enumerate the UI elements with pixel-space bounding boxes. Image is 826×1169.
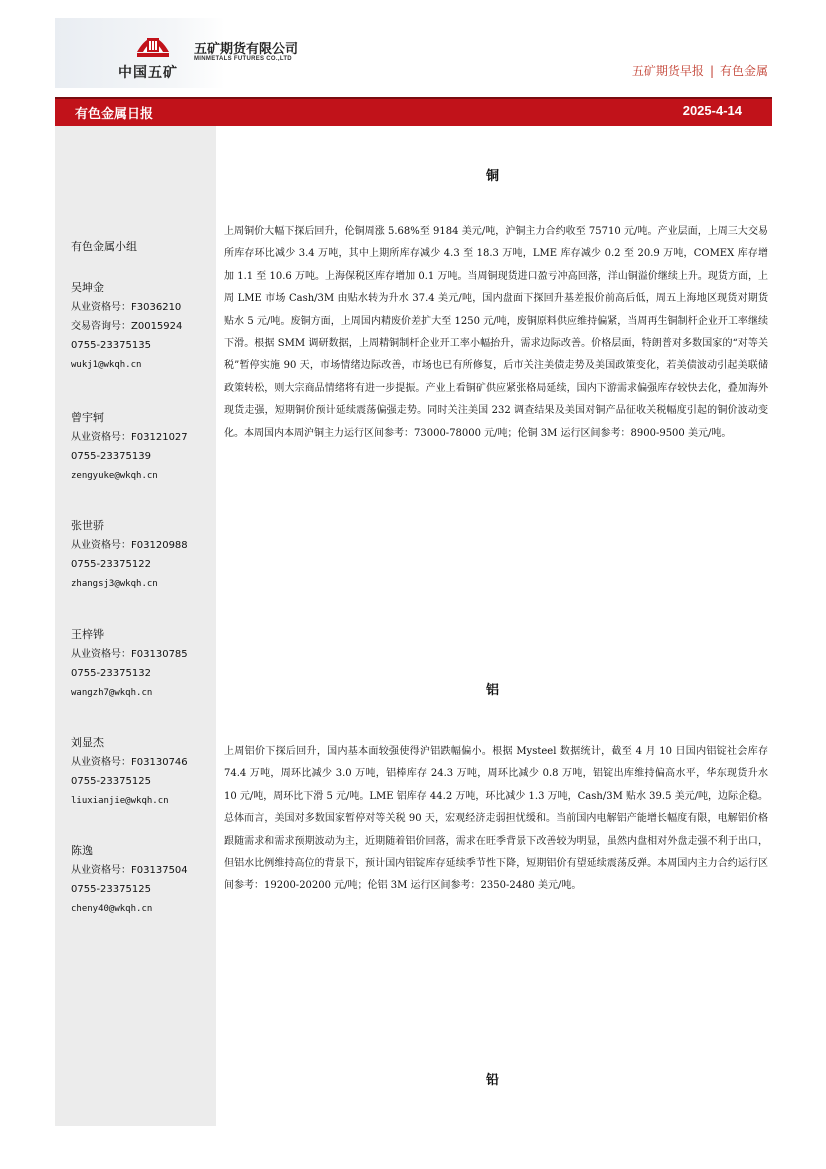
title-banner: [55, 97, 772, 126]
report-category: 有色金属: [719, 64, 768, 78]
report-name: 五矿期货早报: [631, 64, 704, 78]
analyst-phone: 0755-23375139: [71, 451, 151, 462]
analyst-sidebar: [55, 126, 216, 1126]
analyst-email[interactable]: wukj1@wkqh.cn: [71, 360, 142, 370]
analyst-phone: 0755-23375132: [71, 668, 151, 679]
analyst-license: 从业资格号：F03137504: [71, 865, 188, 876]
analyst-advisory-id: 交易咨询号：Z0015924: [71, 321, 183, 332]
company-name-cn: 五矿期货有限公司: [194, 42, 299, 57]
analyst-license: 从业资格号：F03121027: [71, 432, 188, 443]
copper-paragraph: 上周铜价大幅下探后回升，伦铜周涨 5.68%至 9184 美元/吨，沪铜主力合约收至 75710 元/吨。产业层面，上周三大交易所库存环比减少 3.4 万吨，其中上期所库存减少 4.3 至 18.3 万吨，LME 库存减少 0.2 至 20.9 万吨，COMEX 库存增加 1.1 至 10.6 万吨。上海保税区库存增加 0.1 万吨。当周铜现货进口盈亏冲高回落，洋山铜溢价继续上升。现货方面，上周 LME 市场 Cash/3M 由贴水转为升水 37.4 美元/吨，国内盘面下探回升基差报价前高后低，周五上海地区现货对期货贴水 5 元/吨。废铜方面，上周国内精废价差扩大至 1250 元/吨，废铜原料供应维持偏紧，当周再生铜制杆企业开工率继续下滑。根据 SMM 调研数据，上周精铜制杆企业开工率小幅抬升，需求边际改善。价格层面，特朗普对多数国家的“对等关税”暂停实施 90 天，市场情绪边际改善，市场也已有所修复，后市关注美债走势及美国政策变化，若美债波动引起美联储政策转松，则大宗商品情绪将有进一步提振。产业上看铜矿供应紧张格局延续，国内下游需求偏强库存较快去化，叠加海外现货走强，短期铜价预计延续震荡偏强走势。同时关注美国 232 调查结果及美国对铜产品征收关税幅度引起的铜价波动变化。本周国内本周沪铜主力运行区间参考：73000-78000 元/吨；伦铜 3M 运行区间参考：8900-9500 美元/吨。: [224, 226, 768, 439]
logo-text: 中国五矿: [118, 65, 178, 81]
report-brand: [632, 62, 768, 79]
analyst-name: 曾宇轲: [71, 411, 104, 424]
analyst-phone: 0755-23375125: [71, 776, 151, 787]
analyst-license: 从业资格号：F3036210: [71, 302, 182, 313]
analyst-license: 从业资格号：F03130746: [71, 757, 188, 768]
analyst-phone: 0755-23375125: [71, 884, 151, 895]
copper-section-title: 铜: [486, 169, 500, 184]
analyst-name: 陈逸: [71, 844, 93, 857]
analyst-card: [71, 625, 221, 703]
analyst-email[interactable]: cheny40@wkqh.cn: [71, 904, 153, 914]
group-title: 有色金属小组: [71, 240, 137, 253]
analyst-phone: 0755-23375135: [71, 340, 151, 351]
lead-section-title: 铅: [486, 1073, 500, 1088]
analyst-card: [71, 841, 221, 919]
analyst-name: 刘显杰: [71, 736, 104, 749]
analyst-phone: 0755-23375122: [71, 559, 151, 570]
analyst-name: 王梓铧: [71, 628, 104, 641]
analyst-license: 从业资格号：F03120988: [71, 540, 188, 551]
analyst-email[interactable]: liuxianjie@wkqh.cn: [71, 796, 169, 806]
company-name-en: MINMETALS FUTURES CO.,LTD: [194, 56, 292, 62]
banner-date: 2025-4-14: [682, 103, 742, 118]
analyst-license: 从业资格号：F03130785: [71, 649, 188, 660]
analyst-card: [71, 516, 221, 594]
aluminum-section-title: 铝: [486, 683, 500, 698]
analyst-email[interactable]: zhangsj3@wkqh.cn: [71, 579, 158, 589]
analyst-name: 吴坤金: [71, 281, 104, 294]
analyst-email[interactable]: wangzh7@wkqh.cn: [71, 688, 153, 698]
analyst-card: [71, 408, 221, 486]
analyst-name: 张世骄: [71, 519, 104, 532]
brand-separator: |: [709, 64, 714, 78]
banner-title: 有色金属日报: [75, 107, 154, 122]
analyst-email[interactable]: zengyuke@wkqh.cn: [71, 471, 158, 481]
analyst-card: [71, 733, 221, 811]
minmetals-logo-icon: [133, 22, 173, 62]
aluminum-paragraph: 上周铝价下探后回升，国内基本面较强使得沪铝跌幅偏小。根据 Mysteel 数据统计，截至 4 月 10 日国内铝锭社会库存 74.4 万吨，周环比减少 3.0 万吨，铝棒库存 24.3 万吨，周环比减少 0.8 万吨，铝锭出库维持偏高水平，华东现货升水 10 元/吨，周环比下滑 5 元/吨。LME 铝库存 44.2 万吨，环比减少 1.3 万吨，Cash/3M 贴水 39.5 美元/吨，边际企稳。总体而言，美国对多数国家暂停对等关税 90 天，宏观经济走弱担忧缓和。当前国内电解铝产能增长幅度有限，电解铝价格跟随需求和需求预期波动为主，近期随着铝价回落，需求在旺季背景下改善较为明显，虽然内盘相对外盘走强不利于出口，但铝水比例维持高位的背景下，预计国内铝锭库存延续季节性下降，短期铝价有望延续震荡反弹。本周国内主力合约运行区间参考：19200-20200 元/吨；伦铝 3M 运行区间参考：2350-2480 美元/吨。: [224, 746, 768, 892]
analyst-card: [71, 278, 221, 375]
